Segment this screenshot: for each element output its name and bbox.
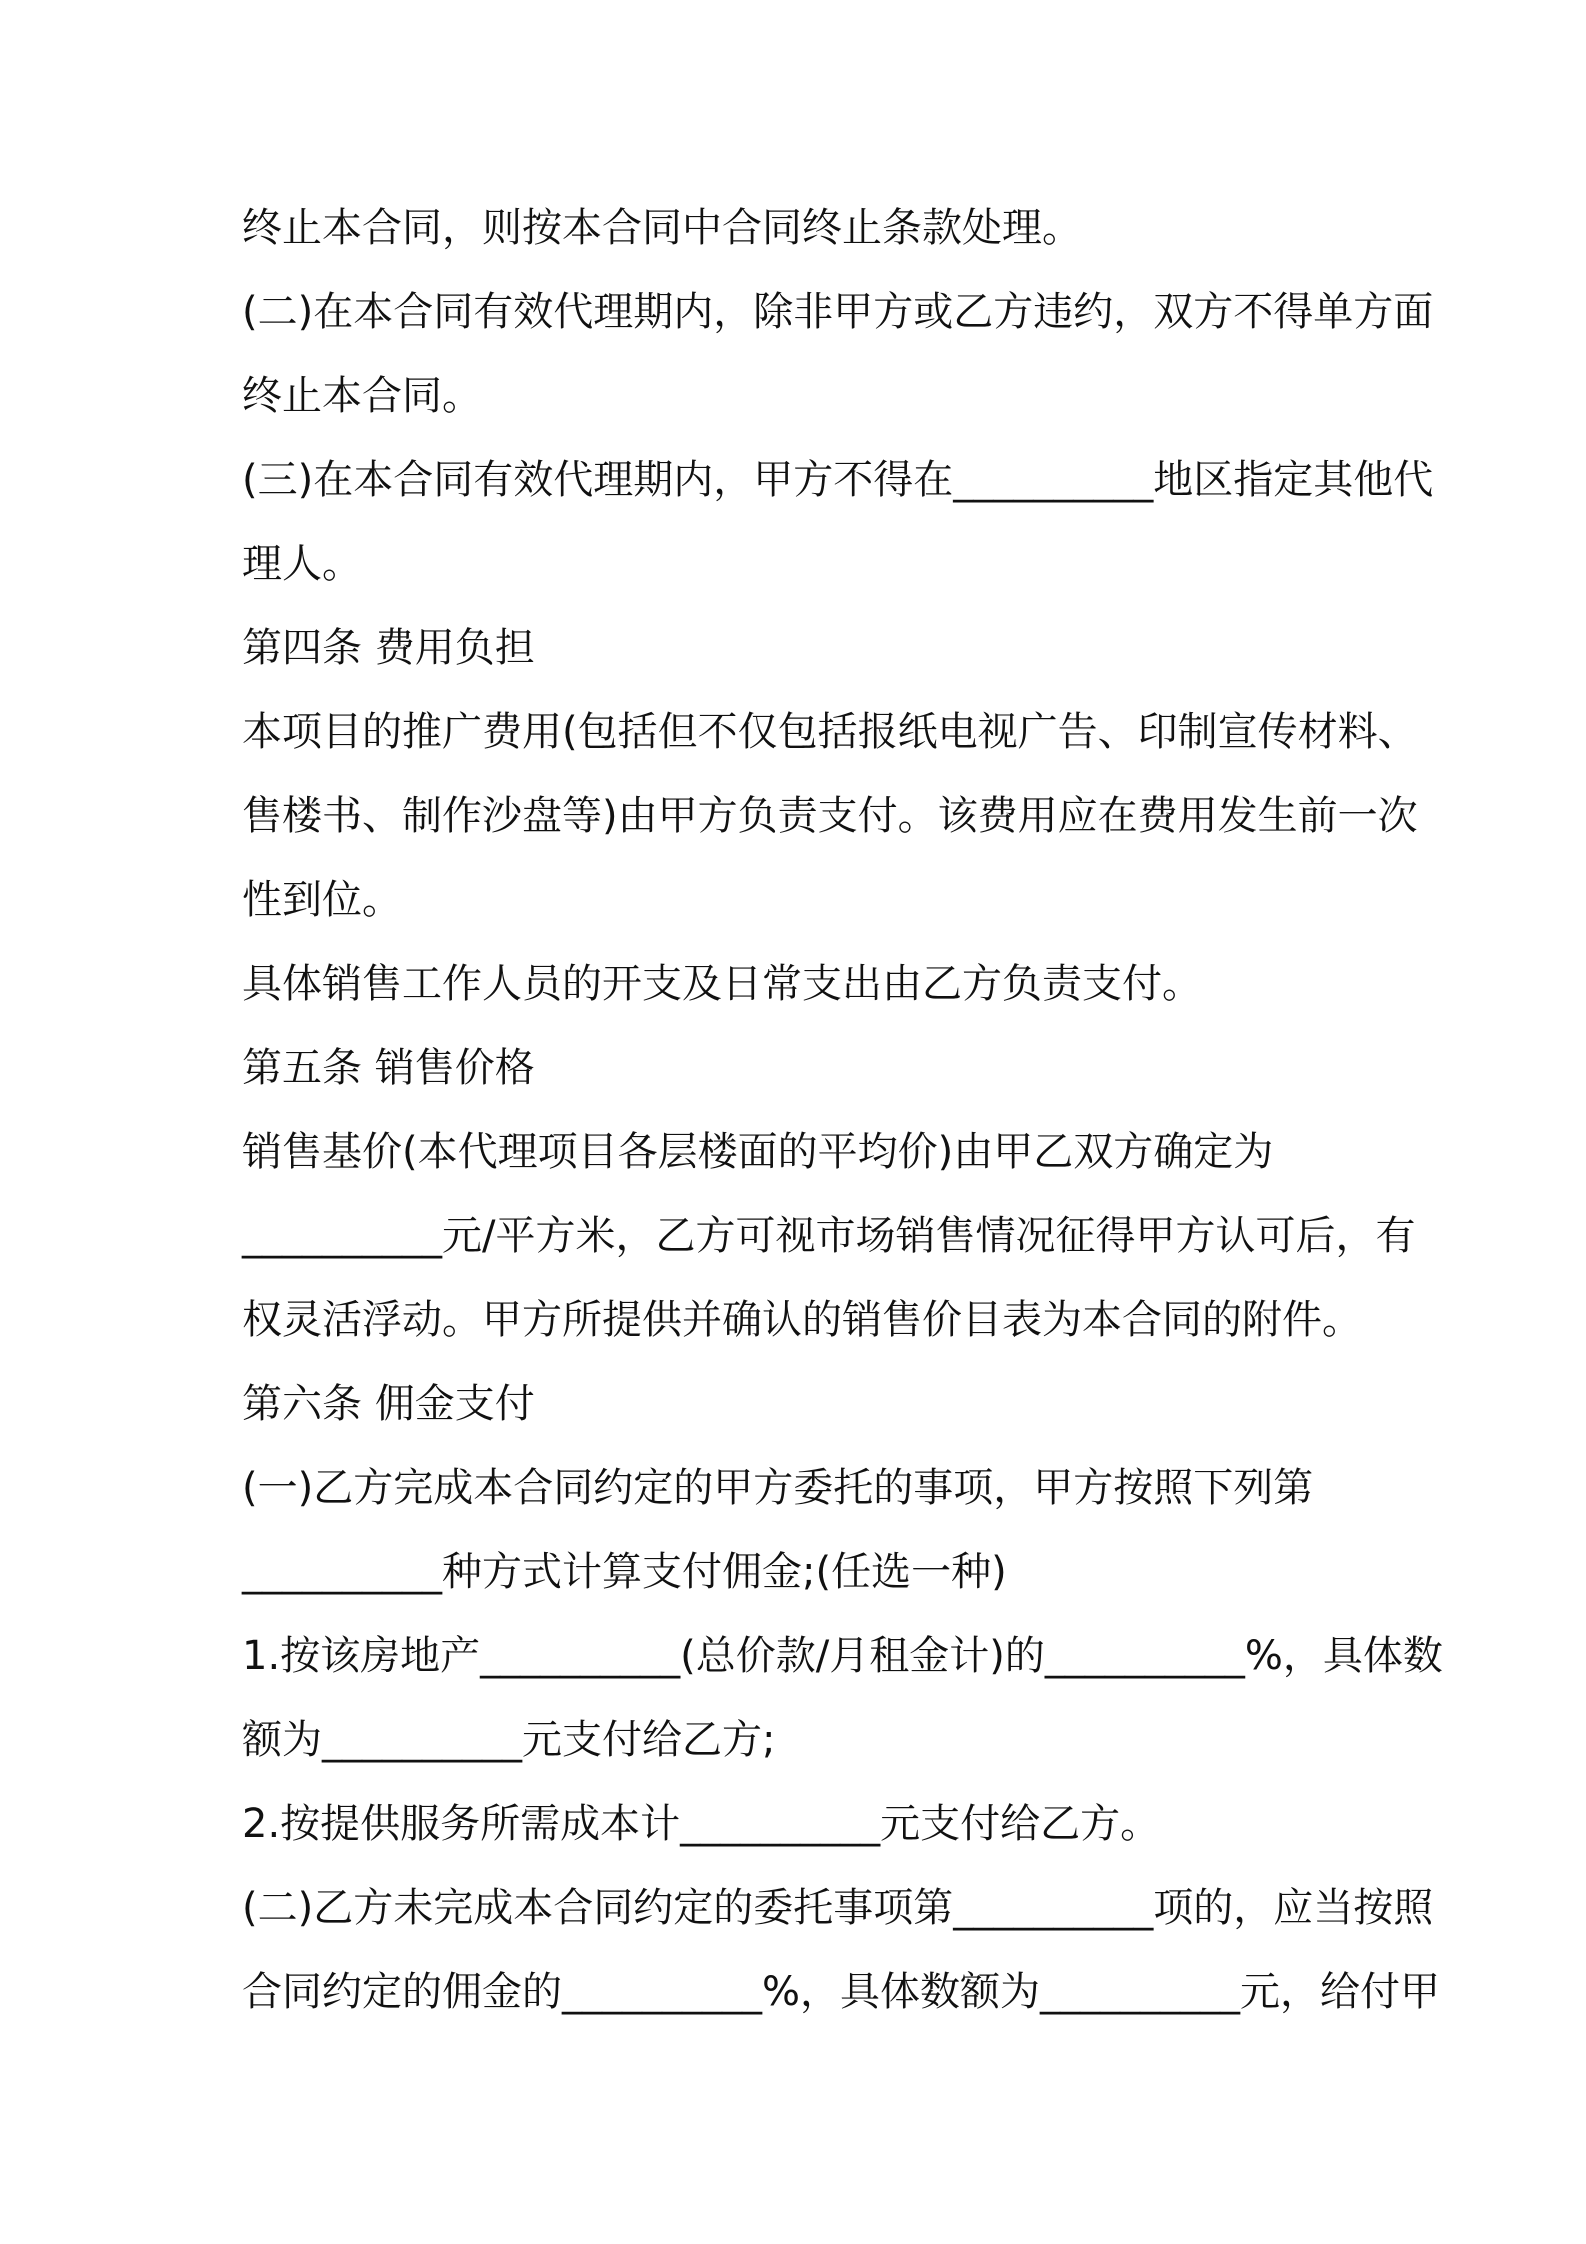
- text-line: 1.按该房地产__________(总价款/月租金计)的__________%，具体数: [242, 1633, 1443, 1679]
- text-line: 具体销售工作人员的开支及日常支出由乙方负责支付。: [242, 961, 1202, 1007]
- text-line: 本项目的推广费用(包括但不仅包括报纸电视广告、印制宣传材料、: [242, 709, 1418, 755]
- document-body: [242, 200, 1443, 2048]
- text-line: 销售基价(本代理项目各层楼面的平均价)由甲乙双方确定为: [242, 1129, 1274, 1175]
- text-line: 合同约定的佣金的__________%，具体数额为__________元，给付甲: [242, 1969, 1441, 2015]
- text-line: (一)乙方完成本合同约定的甲方委托的事项，甲方按照下列第: [242, 1465, 1314, 1511]
- text-line: 性到位。: [242, 877, 402, 923]
- text-line: 额为__________元支付给乙方;: [242, 1717, 776, 1763]
- text-line: (三)在本合同有效代理期内，甲方不得在__________地区指定其他代: [242, 457, 1434, 503]
- section-heading: 第四条 费用负担: [242, 625, 535, 671]
- text-line: 权灵活浮动。甲方所提供并确认的销售价目表为本合同的附件。: [242, 1297, 1362, 1343]
- text-line: 终止本合同，则按本合同中合同终止条款处理。: [242, 205, 1082, 251]
- text-line: __________种方式计算支付佣金;(任选一种): [242, 1549, 1007, 1595]
- text-line: 2.按提供服务所需成本计__________元支付给乙方。: [242, 1801, 1161, 1847]
- text-line: (二)乙方未完成本合同约定的委托事项第__________项的，应当按照: [242, 1885, 1434, 1931]
- section-heading: 第五条 销售价格: [242, 1045, 535, 1091]
- text-line: 售楼书、制作沙盘等)由甲方负责支付。该费用应在费用发生前一次: [242, 793, 1418, 839]
- text-line: (二)在本合同有效代理期内，除非甲方或乙方违约，双方不得单方面: [242, 289, 1434, 335]
- text-line: __________元/平方米，乙方可视市场销售情况征得甲方认可后，有: [242, 1213, 1416, 1259]
- text-line: 终止本合同。: [242, 373, 482, 419]
- text-line: 理人。: [242, 541, 362, 587]
- section-heading: 第六条 佣金支付: [242, 1381, 535, 1427]
